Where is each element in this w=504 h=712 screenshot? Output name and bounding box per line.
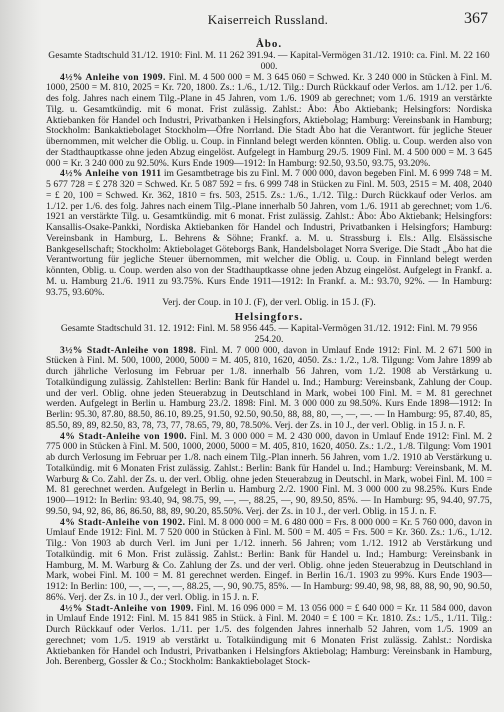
page-number: 367 — [464, 10, 488, 27]
loan-text: Finl. M. 4 500 000 = M. 3 645 060 = Schwed. Kr. 3 240 000 in Stücken à Finl. M. 1000, 2500 = M. 810, 2025 = Kr. 720, 1800. Zs.: 1./6., 1./12. Tilg.: Durch Rückkauf oder Verlos. am 1./12. per 1./6. des folg. Jahres nach einem Tilg.-Plane in 45 Jahren, vom 1./6. 1909 ab gerechnet; vom 1./6. 1919 an verstärkte Tilg. u. Gesamtkündig. mit 6 monat. Frist zulässig. Zahlst.: Åbo: Åbo Aktiebank; Helsingfors: Nordiska Aktiebanken för Handel och Industri, Privatbanken i Helsingfors, Aktiebolag; Hamburg: Vereinsbank in Hamburg; Stockholm: Bankaktiebolaget Stockholm—Öfre Norrland. Die Stadt Åbo hat die Verantwort. für jegliche Steuer übernommen, mit welcher die Oblig. u. Coup. in Finnland belegt werden könnten. Oblig. u. Coup. werden also von der Stadthauptkasse ohne jeden Abzug eingelöst. Aufgelegt in Hamburg 29./5. 1909 Finl. M. 4 500 000 = M. 3 645 000 = Kr. 3 240 000 zu 92.50%. Kurs Ende 1909—1912: In Hamburg: 92.50, 93.50, 93.75, 93.20%. — [46, 71, 492, 169]
loan-title: 4% Stadt-Anleihe von 1902. — [60, 516, 186, 528]
loan-entry — [46, 518, 492, 604]
loan-title: 4½% Anleihe von 1911 — [60, 168, 162, 180]
loan-title: 3½% Stadt-Anleihe von 1898. — [60, 344, 197, 356]
page-header — [46, 10, 490, 28]
loan-text: Finl. M. 7 000 000, davon in Umlauf Ende 1912: Finl. M. 2 671 500 in Stücken à Finl. M. 500, 1000, 2000, 5000 = M. 405, 810, 1620, 4050. Zs.: 1./2., 1./8. Tilgung: Vom Jahre 1899 ab durch jährliche Verlosung im Februar per 1./8. innerhalb 56 Jahren, vom 1./2. 1908 ab Verstärkung u. Totalkündigung zulässig. Zahlstellen: Berlin: Bank für Handel u. Ind.; Hamburg: Vereinsbank, Zahlung der Coup. und der verl. Oblig. ohne jeden Steuerabzug in Deutschland in Mark, wobei 100 Finl. M. = M. 81 gerechnet werden. Aufgelegt in Berlin u. Hamburg 23./2. 1898: Finl. M. 3 000 000 zu 98.50%. Kurs Ende 1898—1912: In Berlin: 95.30, 87.80, 88.50, 86.10, 89.25, 91.50, 92.50, 90.50, 88, 88, 80, —, —, —. — In Hamburg: 95, 87.40, 85, 85.50, 89, 89, 82.50, 83, 78, 73, 77, 78.65, 79, 80, 78.50%. Verj. der Zs. in 10 J., der verl. Oblig. in 15 J. n. F. — [46, 344, 492, 431]
loan-text: Finl. M. 16 096 000 = M. 13 056 000 = £ 640 000 = Kr. 11 584 000, davon in Umlauf Ende 1912: Finl. M. 15 841 985 in Stück. à Finl. M. 2040 = £ 100 = Kr. 1810. Zs.: 1./5., 1./11. Tilg.: Durch Rückkauf oder Verlos. 1./11. per 1./5. des folgenden Jahres innerhalb 52 Jahren, vom 1./5. 1909 an gerechnet; vom 1./5. 1919 ab verstärkt u. Totalkündigung mit 6 Monaten Frist zulässig. Zahlst.: Nordiska Aktiebanken för Handel och Industri, Privatbanken i Helsingfors Aktiebolag; Hamburg: Vereinsbank in Hamburg, Joh. Berenberg, Gossler & Co.; Stockholm: Bankaktiebolaget Stock- — [46, 602, 492, 668]
section-abo — [46, 38, 492, 309]
page-content — [46, 36, 492, 708]
section-heading: Helsingfors. — [234, 311, 304, 323]
closing-note: Verj. der Coup. in 10 J. (F), der verl. Oblig. in 15 J. (F). — [162, 297, 376, 309]
loan-entry — [46, 432, 492, 518]
loan-entry — [46, 169, 492, 298]
loan-text: Finl. M. 3 000 000 = M. 2 430 000, davon in Umlauf Ende 1912: Finl. M. 2 775 000 in Stücken à Finl. M. 500, 1000, 2000, 5000 = M. 405, 810, 1620, 4050. Zs.: 1./2., 1./8. Tilgung: Vom 1901 ab durch Verlosung im Februar per 1./8. nach einem Tilg.-Plan innerh. 56 Jahren, vom 1./2. 1910 ab Verstärkung u. Totalkündig. mit 6 Monaten Frist zulässig. Zahlst.: Berlin: Bank für Handel u. Ind.; Hamburg: Vereinsbank, M. M. Warburg & Co. Zahl. der Zs. u. der verl. Oblig. ohne jeden Steuerabzug in Deutschl. in Mark, wobei Finl. M. 100 = M. 81 gerechnet werden. Aufgelegt in Berlin u. Hamburg 2./2. 1900 Finl. M. 3 000 000 zu 98.25%. Kurs Ende 1900—1912: In Berlin: 93.40, 94, 98.75, 99, —, —, 88.25, —, 90, 89.50, 85%. — In Hamburg: 95, 94.40, 97.75, 99.50, 94, 92, 86, 86, 86.50, 88, 89, 90.20, 85.50%. Verj. der Zs. in 10 J., der verl. Oblig. in 15 J. n. F. — [46, 430, 492, 517]
loan-text: Finl. M. 8 000 000 = M. 6 480 000 = Frs. 8 000 000 = Kr. 5 760 000, davon in Umlauf Ende 1912: Finl. M. 7 520 000 in Stücken à Finl. M. 500 = M. 405 = Frs. 500 = Kr. 360. Zs.: 1./6., 1./12. Tilg.: Von 1903 ab durch Verl. im Juni per 1./12. innerh. 56 Jahren; vom 1./12. 1912 ab Verstärkung und Totalkündig. mit 6 Mon. Frist zulässig. Zahlst.: Berlin: Bank für Handel u. Ind.; Hamburg: Vereinsbank in Hamburg, M. M. Warburg & Co. Zahlung der Zs. und der verl. Oblig. ohne jeden Steuerabzug in Deutschland in Mark, wobei Finl. M. 100 = M. 81 gerechnet werden. Eingef. in Berlin 16./1. 1903 zu 99%. Kurs Ende 1903—1912: In Berlin: 100, —, —, —, —, 88.25, —, 90, 90.75, 85%. — In Hamburg: 99.40, 98, 98, 88, 88, 90, 90, 90.50, 86%. Verj. der Zs. in 10 J., der verl. Oblig. in 15 J. n. F. — [46, 516, 492, 603]
loan-title: 4% Stadt-Anleihe von 1900. — [60, 430, 187, 442]
loan-entry — [46, 73, 492, 170]
loan-entry — [46, 346, 492, 432]
page-gutter-shadow — [0, 0, 42, 712]
loan-title: 4½% Stadt-Anleihe von 1909. — [60, 602, 194, 614]
debt-summary: Gesamte Stadtschuld 31. 12. 1912: Finl. M. 58 956 445. — Kapital-Vermögen 31./12. 1912: Finl. M. 79 956 254.20. — [60, 323, 478, 345]
section-helsingfors — [46, 311, 492, 668]
running-title: Kaiserreich Russland. — [207, 12, 329, 27]
loan-text: im Gesamtbetrage bis zu Finl. M. 7 000 000, davon begeben Finl. M. 6 999 748 = M. 5 677 728 = £ 278 320 = Schwed. Kr. 5 087 592 = frs. 6 999 748 in Stücken zu Finl. M. 503, 2515 = M. 408, 2040 = £ 20, 100 = Schwed. Kr. 362, 1810 = frs. 503, 2515. Zs.: 1./6., 1./12. Tilg.: Durch Rückkauf oder Verlos. am 1./12. per 1./6. des folg. Jahres nach einem Tilg.-Plane innerhalb 50 Jahren, vom 1./6. 1911 ab gerechnet; vom 1./6. 1921 an verstärkte Tilg. u. Gesamtkündig. mit 6 monat. Frist zulässig. Zahlst.: Åbo: Åbo Aktiebank; Helsingfors: Kansallis-Osake-Pankki, Nordiska Aktiebanken för Handel och Industri, Privatbanken i Helsingfors; Hamburg: Vereinsbank in Hamburg, L. Behrens & Söhne; Frankf. a. M. u. Strassburg i. Els.: Allg. Elsässische Bankgesellschaft; Stockholm: Aktiebolaget Göteborgs Bank, Handelsbolaget Norra Sverige. Die Stadt „Åbo hat die Verantwortung für jegliche Steuer übernommen, mit welcher die Oblig. u. Coup. in Finnland belegt werden könnten, Oblig. u. Coup. werden also von der Stadthauptkasse ohne jeden Abzug eingelöst. Aufgelegt in Frankf. a. M. u. Hamburg 21./6. 1911 zu 93.75%. Kurs Ende 1911—1912: In Frankf. a. M.: 93.70, 92%. — In Hamburg: 93.75, 93.60%. — [46, 168, 492, 298]
debt-summary: Gesamte Stadtschuld 31./12. 1910: Finl. M. 11 262 391.94. — Kapital-Vermögen 31./12. 1910: ca. Finl. M. 22 160 000. — [48, 50, 490, 72]
section-heading: Åbo. — [255, 38, 283, 50]
loan-entry — [46, 604, 492, 669]
loan-title: 4½% Anleihe von 1909. — [60, 71, 166, 83]
